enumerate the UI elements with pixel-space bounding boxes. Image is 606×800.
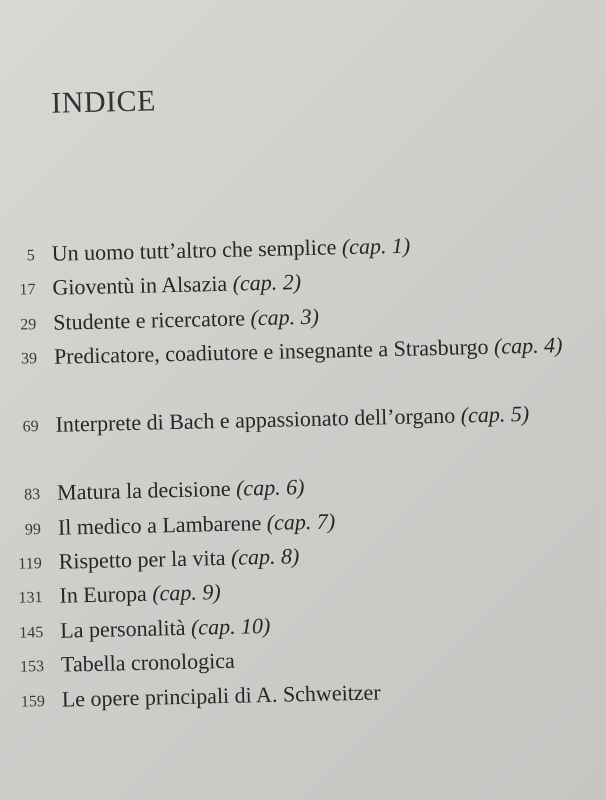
toc-entry-title: Interprete di Bach e appassionato dell’organo	[55, 402, 456, 437]
toc-chapter-label: (cap. 9)	[152, 579, 221, 606]
toc-entry-title: Predicatore, coadiutore e insegnante a Strasburgo	[53, 334, 489, 369]
toc-entry-title: Rispetto per la vita	[58, 544, 226, 574]
toc-chapter-label: (cap. 4)	[493, 332, 563, 359]
toc-entry-title: In Europa	[59, 581, 148, 609]
toc-page-number: 5	[26, 247, 35, 265]
toc-entry-title: Gioventù in Alsazia	[52, 271, 228, 301]
toc-page-number: 29	[20, 315, 37, 334]
table-of-contents	[0, 224, 606, 718]
toc-entry-title: Il medico a Lambarene	[57, 509, 262, 540]
toc-page-number: 99	[24, 520, 42, 539]
toc-page-number: 153	[19, 658, 45, 676]
toc-entry-title: Matura la decisione	[56, 475, 231, 505]
toc-page-number: 17	[19, 281, 36, 299]
toc-chapter-label: (cap. 5)	[460, 401, 530, 428]
toc-page-number: 39	[20, 350, 38, 368]
page-title: INDICE	[50, 84, 157, 120]
toc-chapter-label: (cap. 1)	[341, 232, 411, 260]
toc-chapter-label: (cap. 10)	[190, 612, 271, 640]
toc-page-number: 159	[20, 692, 46, 711]
toc-page-number: 145	[19, 623, 44, 642]
toc-page-number: 119	[18, 555, 42, 573]
toc-entry-title: Un uomo tutt’altro che semplice	[51, 234, 337, 266]
toc-chapter-label: (cap. 8)	[230, 543, 300, 570]
toc-entry-title: Studente e ricercatore	[52, 305, 246, 335]
toc-page-number: 83	[23, 486, 41, 504]
toc-chapter-label: (cap. 7)	[266, 507, 336, 535]
toc-chapter-label: (cap. 6)	[235, 474, 305, 501]
toc-entry-title: La personalità	[59, 614, 186, 643]
toc-entry-title: Tabella cronologica	[60, 647, 236, 677]
toc-entry-title: Le opere principali di A. Schweitzer	[61, 678, 381, 712]
toc-page-number: 69	[22, 418, 39, 436]
toc-chapter-label: (cap. 2)	[232, 269, 302, 297]
toc-page-number: 131	[18, 589, 43, 607]
toc-chapter-label: (cap. 3)	[250, 303, 320, 331]
